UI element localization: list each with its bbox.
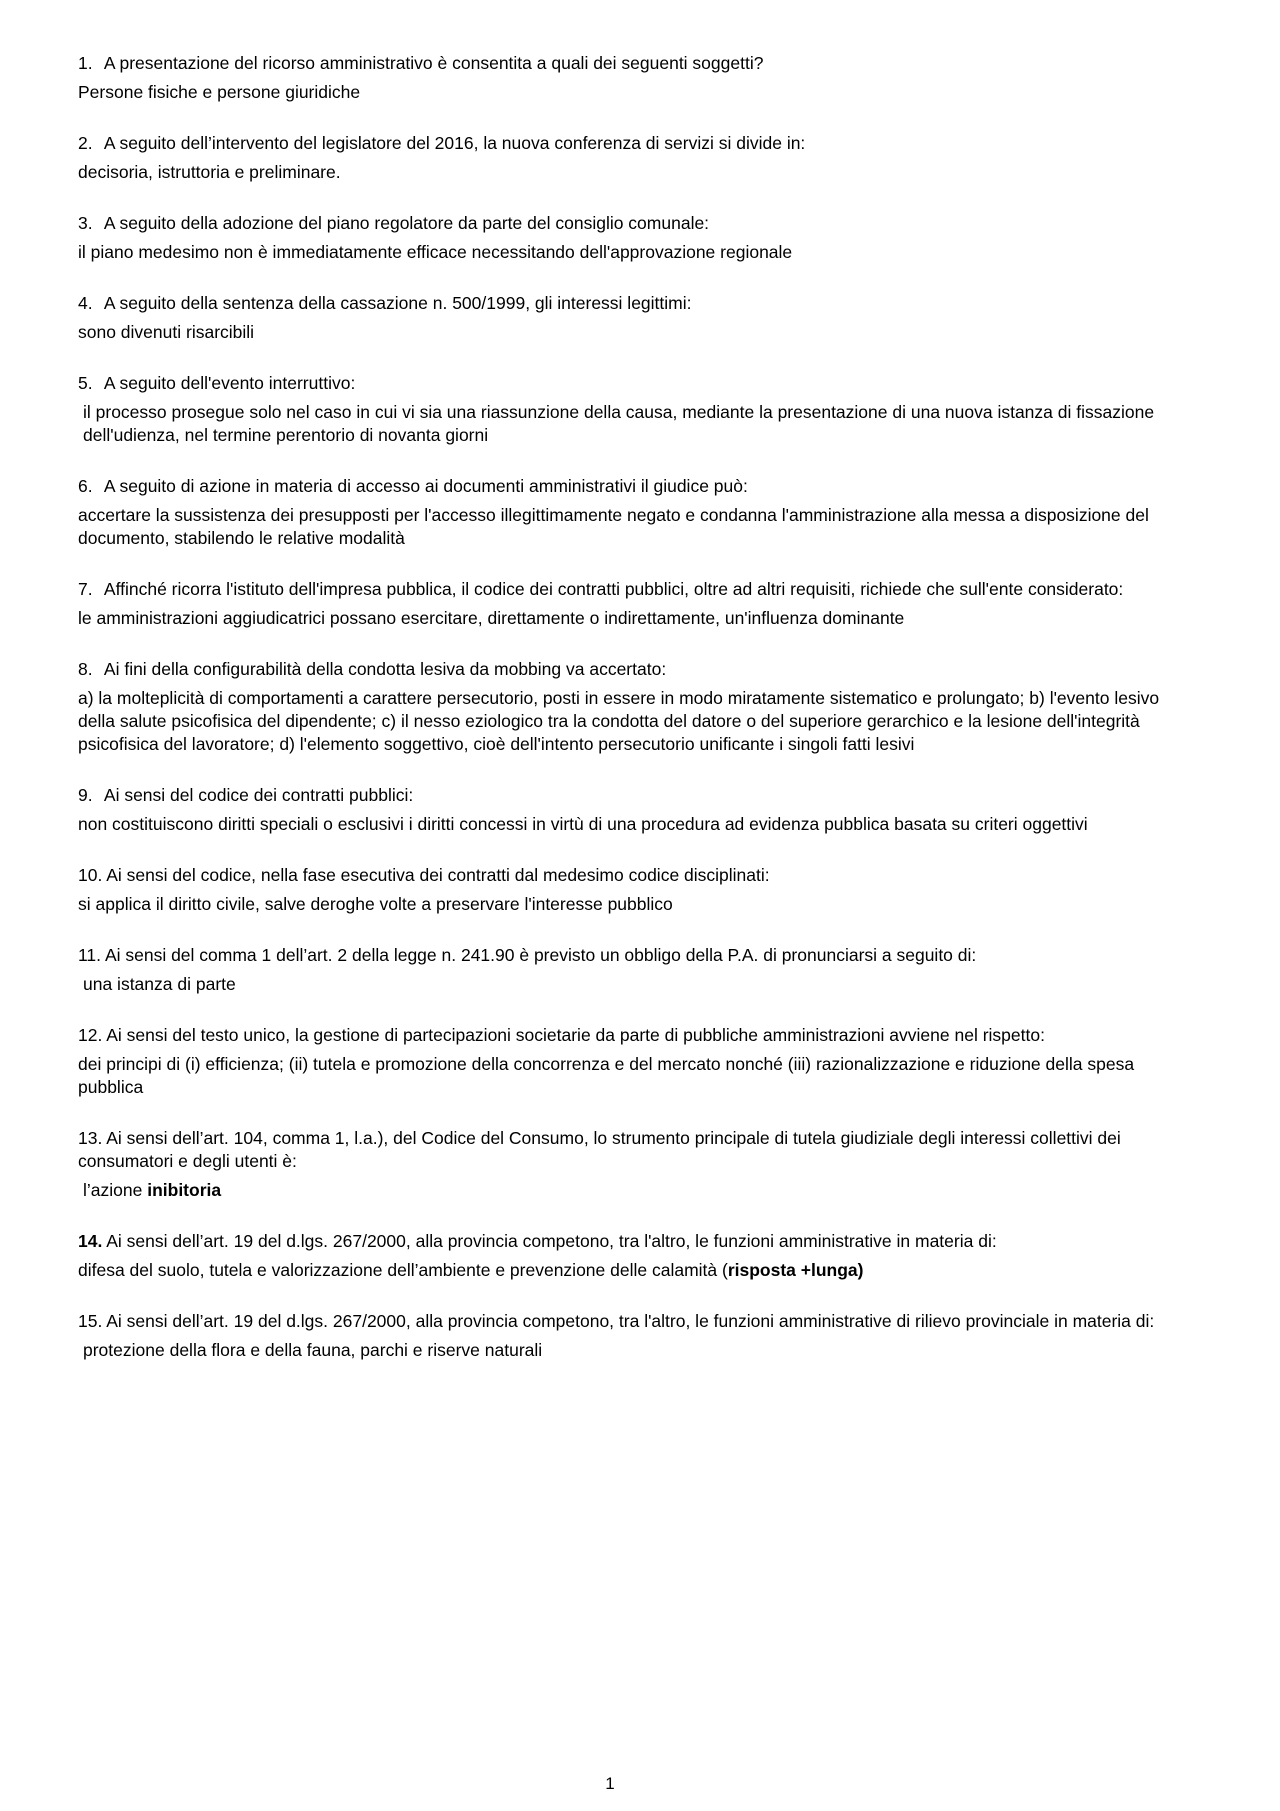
question-label: A seguito di azione in materia di accesso ai documenti amministrativi il giudice può: xyxy=(103,476,748,496)
question-3 xyxy=(78,212,1170,264)
question-text xyxy=(78,372,1170,395)
answer-text: le amministrazioni aggiudicatrici possano esercitare, direttamente o indirettamente, un'influenza dominante xyxy=(78,608,905,628)
answer-bold: risposta +lunga) xyxy=(727,1260,864,1280)
answer-text: Persone fisiche e persone giuridiche xyxy=(78,82,361,102)
question-4 xyxy=(78,292,1170,344)
answer-text: si applica il diritto civile, salve deroghe volte a preservare l'interesse pubblico xyxy=(78,894,673,914)
question-text xyxy=(78,212,1170,235)
question-label: A presentazione del ricorso amministrativo è consentita a quali dei seguenti soggetti? xyxy=(103,53,764,73)
question-text xyxy=(78,784,1170,807)
question-15 xyxy=(78,1310,1170,1362)
question-text xyxy=(78,132,1170,155)
question-6 xyxy=(78,475,1170,550)
question-label: Ai sensi del codice dei contratti pubblici: xyxy=(103,785,414,805)
question-text xyxy=(78,1127,1170,1173)
question-11 xyxy=(78,944,1170,996)
question-number: 5. xyxy=(78,373,93,393)
question-text xyxy=(78,1310,1170,1333)
question-number: 3. xyxy=(78,213,93,233)
question-number: 8. xyxy=(78,659,93,679)
question-9 xyxy=(78,784,1170,836)
answer-text: il processo prosegue solo nel caso in cui vi sia una riassunzione della causa, mediante la presentazione di una nuova istanza di fissazione dell'udienza, nel termine perentorio di novanta giorni xyxy=(83,402,1155,445)
question-13 xyxy=(78,1127,1170,1202)
question-number: 7. xyxy=(78,579,93,599)
question-text xyxy=(78,658,1170,681)
question-label: Ai sensi del comma 1 dell’art. 2 della legge n. 241.90 è previsto un obbligo della P.A. di pronunciarsi a seguito di: xyxy=(104,945,977,965)
question-number: 10. xyxy=(78,865,103,885)
question-number: 15. xyxy=(78,1311,103,1331)
answer-text: a) la molteplicità di comportamenti a carattere persecutorio, posti in essere in modo miratamente sistematico e prolungato; b) l'evento lesivo della salute psicofisica del dipendente; c) il nesso eziologico tra la condotta del datore o del superiore gerarchico e la lesione dell'integrità psicofisica del lavoratore; d) l'elemento soggettivo, cioè dell'intento persecutorio unificante i singoli fatti lesivi xyxy=(78,688,1160,754)
question-8 xyxy=(78,658,1170,756)
question-14 xyxy=(78,1230,1170,1282)
question-text xyxy=(78,475,1170,498)
question-number: 13. xyxy=(78,1128,103,1148)
question-text xyxy=(78,578,1170,601)
question-label: A seguito della adozione del piano regolatore da parte del consiglio comunale: xyxy=(103,213,710,233)
answer-text xyxy=(78,1259,1170,1282)
question-label: Ai sensi del codice, nella fase esecutiva dei contratti dal medesimo codice disciplinati: xyxy=(106,865,770,885)
question-label: Ai sensi del testo unico, la gestione di partecipazioni societarie da parte di pubbliche amministrazioni avviene nel rispetto: xyxy=(106,1025,1045,1045)
question-text xyxy=(78,944,1170,967)
answer-text: il piano medesimo non è immediatamente efficace necessitando dell'approvazione regionale xyxy=(78,242,793,262)
question-text xyxy=(78,1230,1170,1253)
question-10 xyxy=(78,864,1170,916)
page-number: 1 xyxy=(605,1774,615,1793)
question-7 xyxy=(78,578,1170,630)
question-2 xyxy=(78,132,1170,184)
answer-text: dei principi di (i) efficienza; (ii) tutela e promozione della concorrenza e del mercato nonché (iii) razionalizzazione e riduzione della spesa pubblica xyxy=(78,1054,1135,1097)
answer-text: accertare la sussistenza dei presupposti per l'accesso illegittimamente negato e condanna l'amministrazione alla messa a disposizione del documento, stabilendo le relative modalità xyxy=(78,505,1149,548)
question-number: 4. xyxy=(78,293,93,313)
answer-text: sono divenuti risarcibili xyxy=(78,322,255,342)
question-label: A seguito dell’intervento del legislatore del 2016, la nuova conferenza di servizi si divide in: xyxy=(103,133,806,153)
answer-prefix: l’azione xyxy=(83,1180,148,1200)
question-number: 1. xyxy=(78,53,93,73)
question-number: 2. xyxy=(78,133,93,153)
question-label: Ai sensi dell’art. 19 del d.lgs. 267/2000, alla provincia competono, tra l'altro, le funzioni amministrative in materia di: xyxy=(106,1231,997,1251)
question-number: 12. xyxy=(78,1025,103,1045)
question-number: 9. xyxy=(78,785,93,805)
question-label: A seguito dell'evento interruttivo: xyxy=(103,373,356,393)
answer-text: non costituiscono diritti speciali o esclusivi i diritti concessi in virtù di una procedura ad evidenza pubblica basata su criteri oggettivi xyxy=(78,814,1088,834)
answer-prefix: difesa del suolo, tutela e valorizzazione dell’ambiente e prevenzione delle calamità ( xyxy=(78,1260,728,1280)
answer-text xyxy=(78,1179,1170,1202)
question-text xyxy=(78,292,1170,315)
question-label: Ai sensi dell’art. 19 del d.lgs. 267/2000, alla provincia competono, tra l'altro, le funzioni amministrative di rilievo provinciale in materia di: xyxy=(106,1311,1155,1331)
answer-text: decisoria, istruttoria e preliminare. xyxy=(78,162,341,182)
question-label: Ai fini della configurabilità della condotta lesiva da mobbing va accertato: xyxy=(103,659,667,679)
answer-text: una istanza di parte xyxy=(83,974,236,994)
question-5 xyxy=(78,372,1170,447)
answer-bold: inibitoria xyxy=(147,1180,222,1200)
question-label: Ai sensi dell’art. 104, comma 1, l.a.), del Codice del Consumo, lo strumento principale di tutela giudiziale degli interessi collettivi dei consumatori e degli utenti è: xyxy=(78,1128,1121,1171)
question-text xyxy=(78,1024,1170,1047)
question-label: Affinché ricorra l'istituto dell'impresa pubblica, il codice dei contratti pubblici, oltre ad altri requisiti, richiede che sull'ente considerato: xyxy=(103,579,1124,599)
question-text xyxy=(78,52,1170,75)
question-text xyxy=(78,864,1170,887)
question-12 xyxy=(78,1024,1170,1099)
question-label: A seguito della sentenza della cassazione n. 500/1999, gli interessi legittimi: xyxy=(103,293,692,313)
answer-text: protezione della flora e della fauna, parchi e riserve naturali xyxy=(83,1340,543,1360)
question-number: 6. xyxy=(78,476,93,496)
question-number: 14. xyxy=(78,1231,103,1251)
question-1 xyxy=(78,52,1170,104)
question-number: 11. xyxy=(78,945,102,965)
